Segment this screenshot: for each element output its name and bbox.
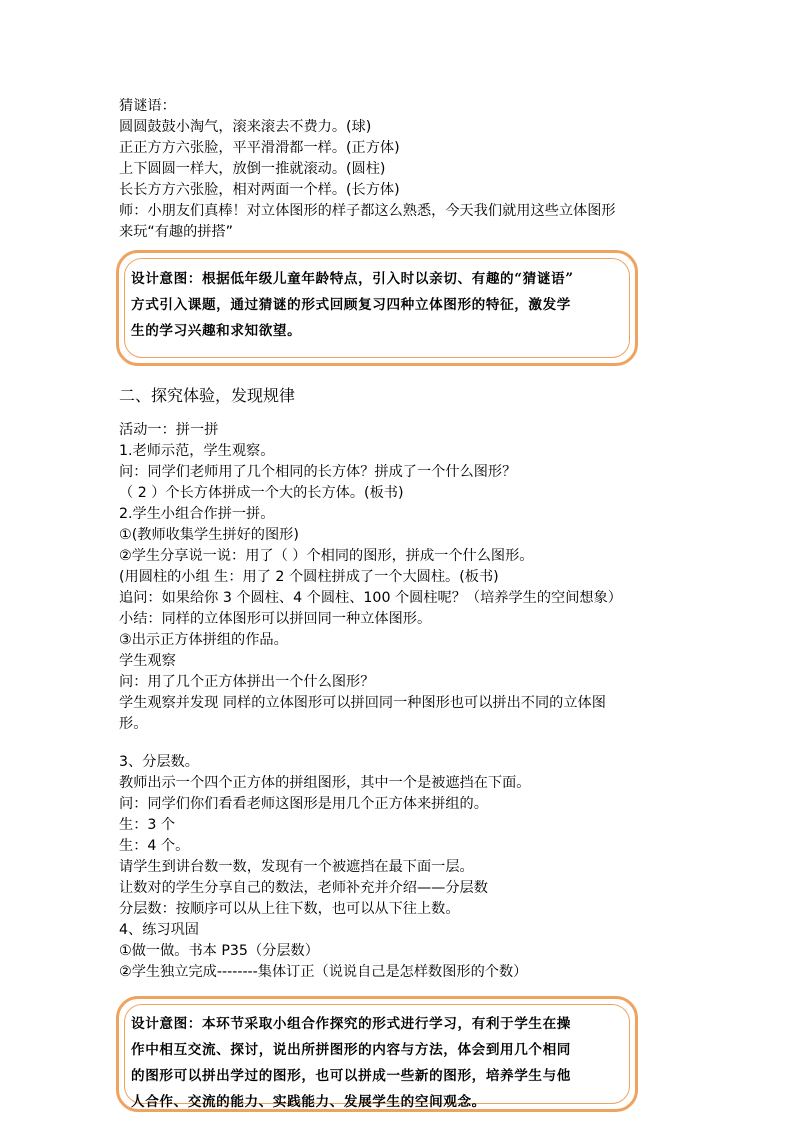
body-line: ①(教师收集学生拼好的图形): [119, 527, 299, 543]
body-line: (用圆柱的小组 生：用了 2 个圆柱拼成了一个大圆柱。(板书): [119, 569, 499, 585]
design-intent-line: 生的学习兴趣和求知欲望。: [131, 323, 302, 339]
body-line: 分层数：按顺序可以从上往下数，也可以从下往上数。: [119, 901, 460, 917]
body-line: （ 2 ）个长方体拼成一个大的长方体。(板书): [119, 485, 404, 501]
design-intent-line: 设计意图：根据低年级儿童年龄特点，引入时以亲切、有趣的“猜谜语”: [131, 271, 574, 287]
body-line: 1.老师示范，学生观察。: [119, 443, 275, 459]
body-line: ②学生分享说一说：用了（ ）个相同的图形，拼成一个什么图形。: [119, 548, 534, 564]
body-line: 让数对的学生分享自己的数法，老师补充并介绍——分层数: [119, 880, 488, 896]
body-line: 3、分层数。: [119, 754, 199, 770]
riddle-line: 正正方方六张脸，平平滑滑都一样。(正方体): [119, 140, 400, 156]
design-intent-line: 的图形可以拼出学过的图形，也可以拼成一些新的图形，培养学生与他: [131, 1068, 572, 1084]
body-line: 学生观察: [119, 653, 176, 669]
body-line: 形。: [119, 716, 148, 732]
body-line: 小结：同样的立体图形可以拼回同一种立体图形。: [119, 611, 432, 627]
section-heading: 二、探究体验，发现规律: [119, 386, 296, 405]
design-intent-line: 作中相互交流、探讨，说出所拼图形的内容与方法，体会到用几个相同: [131, 1042, 572, 1058]
riddle-line: 圆圆鼓鼓小淘气，滚来滚去不费力。(球): [119, 119, 372, 135]
body-line: 2.学生小组合作拼一拼。: [119, 506, 275, 522]
design-intent-line: 设计意图：本环节采取小组合作探究的形式进行学习，有利于学生在操: [131, 1016, 572, 1032]
body-line: 活动一：拼一拼: [119, 422, 219, 438]
body-line: ①做一做。书本 P35（分层数）: [119, 943, 319, 959]
body-line: ③出示正方体拼组的作品。: [119, 632, 288, 648]
body-line: 追问：如果给你 3 个圆柱、4 个圆柱、100 个圆柱呢？（培养学生的空间想象）: [119, 590, 622, 606]
body-line: 教师出示一个四个正方体的拼组图形，其中一个是被遮挡在下面。: [119, 775, 531, 791]
body-line: 问：同学们你们看看老师这图形是用几个正方体来拼组的。: [119, 796, 488, 812]
teacher-line: 师：小朋友们真棒！对立体图形的样子都这么熟悉，今天我们就用这些立体图形: [119, 203, 616, 219]
body-line: 生：3 个: [119, 817, 176, 833]
body-line: ②学生独立完成--------集体订正（说说自己是怎样数图形的个数）: [119, 964, 528, 980]
riddle-line: 上下圆圆一样大，放倒一推就滚动。(圆柱): [119, 161, 386, 177]
design-intent-box: [116, 250, 638, 366]
design-intent-text: [131, 266, 625, 344]
riddles-title: 猜谜语：: [119, 98, 176, 114]
design-intent-line: 方式引入课题，通过猜谜的形式回顾复习四种立体图形的特征，激发学: [131, 297, 572, 313]
design-intent-box: [116, 996, 638, 1112]
body-line: 问：用了几个正方体拼出一个什么图形？: [119, 674, 375, 690]
design-intent-text: [131, 1011, 625, 1115]
body-line: 学生观察并发现 同样的立体图形可以拼回同一种图形也可以拼出不同的立体图: [119, 695, 606, 711]
design-intent-line: 人合作、交流的能力、实践能力、发展学生的空间观念。: [131, 1094, 486, 1110]
body-line: 4、练习巩固: [119, 922, 199, 938]
body-line: 生：4 个。: [119, 838, 190, 854]
teacher-line: 来玩“有趣的拼搭”: [119, 224, 234, 240]
body-line: 请学生到讲台数一数，发现有一个被遮挡在最下面一层。: [119, 859, 474, 875]
body-line: 问：同学们老师用了几个相同的长方体？拼成了一个什么图形？: [119, 464, 517, 480]
riddle-line: 长长方方六张脸，相对两面一个样。(长方体): [119, 182, 400, 198]
